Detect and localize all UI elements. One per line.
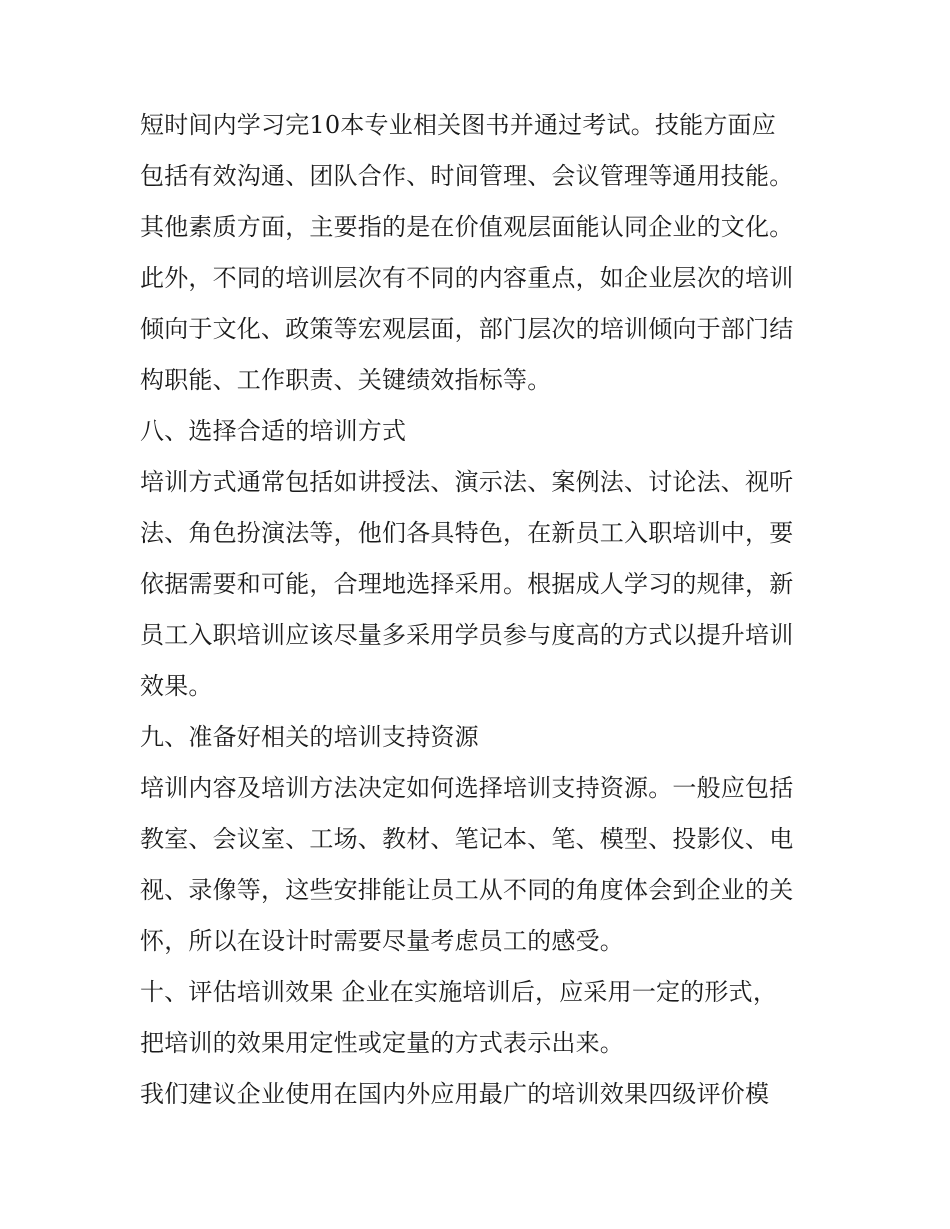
text-line: 把培训的效果用定性或定量的方式表示出来。 [140, 1029, 624, 1057]
text-line: 员工入职培训应该尽量多采用学员参与度高的方式以提升培训 [140, 621, 794, 649]
section-heading-9: 九、准备好相关的培训支持资源 [140, 723, 479, 751]
text-line: 教室、会议室、工场、教材、笔记本、笔、模型、投影仪、电 [140, 825, 794, 853]
section-heading-8: 八、选择合适的培训方式 [140, 417, 407, 445]
text-line: 包括有效沟通、团队合作、时间管理、会议管理等通用技能。 [140, 162, 794, 190]
text-line: 其他素质方面，主要指的是在价值观层面能认同企业的文化。 [140, 213, 794, 241]
text-line: 法、角色扮演法等，他们各具特色，在新员工入职培训中，要 [140, 519, 794, 547]
text-line: 倾向于文化、政策等宏观层面，部门层次的培训倾向于部门结 [140, 315, 794, 343]
text-line: 视、录像等，这些安排能让员工从不同的角度体会到企业的关 [140, 876, 794, 904]
text-line: 构职能、工作职责、关键绩效指标等。 [140, 366, 552, 394]
text-line: 培训方式通常包括如讲授法、演示法、案例法、讨论法、视听 [140, 468, 794, 496]
document-body [140, 100, 830, 1120]
text-line: 此外，不同的培训层次有不同的内容重点，如企业层次的培训 [140, 264, 794, 292]
text-line: 培训内容及培训方法决定如何选择培训支持资源。一般应包括 [140, 774, 794, 802]
section-heading-10: 十、评估培训效果 企业在实施培训后，应采用一定的形式， [140, 978, 778, 1006]
text-line: 我们建议企业使用在国内外应用最广的培训效果四级评价模 [140, 1080, 770, 1108]
text-line: 短时间内学习完10本专业相关图书并通过考试。技能方面应 [140, 111, 776, 139]
text-line: 依据需要和可能，合理地选择采用。根据成人学习的规律，新 [140, 570, 794, 598]
text-line: 效果。 [140, 672, 213, 700]
text-line: 怀，所以在设计时需要尽量考虑员工的感受。 [140, 927, 624, 955]
